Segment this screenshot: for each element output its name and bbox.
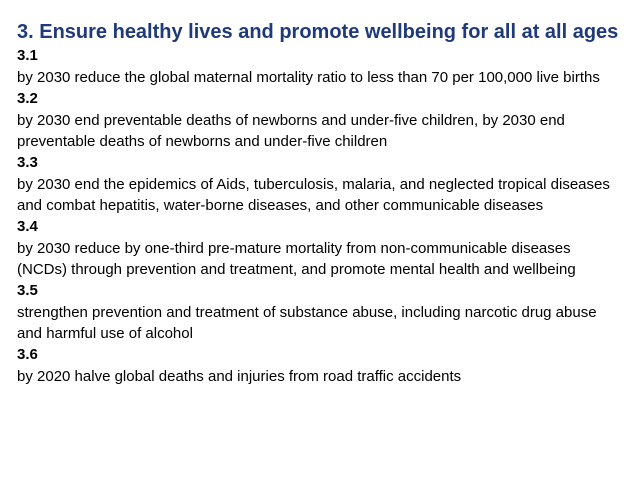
target-text: by 2020 halve global deaths and injuries from road traffic accidents <box>17 368 462 385</box>
target-text: strengthen prevention and treatment of substance abuse, including narcotic drug abuse and harmful use of alcohol <box>17 304 597 342</box>
target-text: by 2030 reduce by one-third pre-mature mortality from non-communicable diseases (NCDs) through prevention and treatment, and promote mental health and wellbeing <box>17 240 576 278</box>
target-number: 3.2 <box>17 90 38 107</box>
slide-content <box>17 19 623 387</box>
target-item <box>17 88 623 152</box>
target-number: 3.3 <box>17 154 38 171</box>
target-list <box>17 45 623 387</box>
target-item <box>17 45 623 88</box>
target-number: 3.1 <box>17 47 38 64</box>
target-item <box>17 280 623 344</box>
target-number: 3.6 <box>17 346 38 363</box>
target-item <box>17 216 623 280</box>
target-item <box>17 152 623 216</box>
target-number: 3.4 <box>17 218 38 235</box>
target-text: by 2030 end preventable deaths of newborns and under-five children, by 2030 end preventable deaths of newborns and under-five children <box>17 112 565 150</box>
target-text: by 2030 end the epidemics of Aids, tuberculosis, malaria, and neglected tropical diseases and combat hepatitis, water-borne diseases, and other communicable diseases <box>17 176 610 214</box>
target-item <box>17 344 623 387</box>
slide-title: 3. Ensure healthy lives and promote wellbeing for all at all ages <box>17 21 619 43</box>
target-text: by 2030 reduce the global maternal mortality ratio to less than 70 per 100,000 live births <box>17 69 600 86</box>
target-number: 3.5 <box>17 282 38 299</box>
